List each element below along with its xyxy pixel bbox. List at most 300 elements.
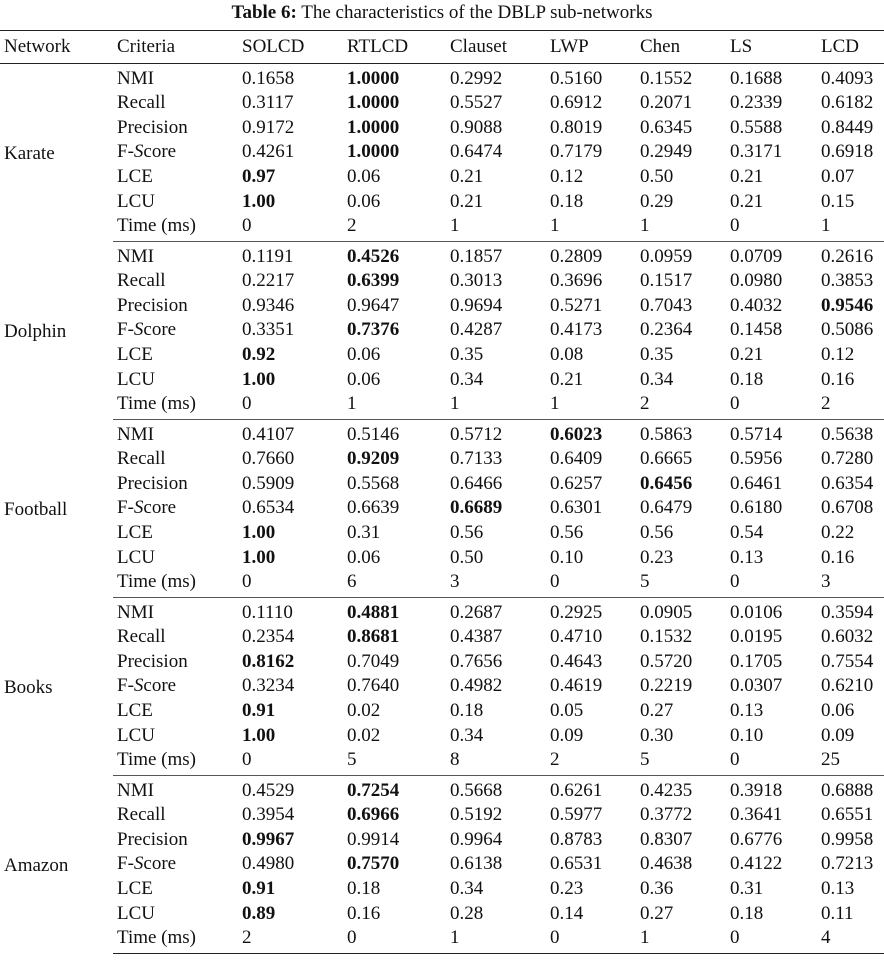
value-cell: 0.05 [550,699,584,721]
criteria-label [113,521,238,546]
value-cell: 0.4387 [450,626,503,648]
value-cell: 0.2339 [730,92,783,114]
value-cell: 0.9958 [821,828,874,850]
table-row [0,545,884,570]
value-cell: 0.27 [640,699,674,721]
value-cell: 0.02 [347,724,381,746]
criteria-text: NMI [117,68,154,89]
criteria-label [113,803,238,828]
value-cell: 0 [238,570,343,598]
header-row [0,31,884,64]
value-cell: 3 [446,570,546,598]
value-cell: 0.1688 [730,68,783,89]
value-cell: 0.21 [730,166,764,188]
value-cell: 0.7133 [450,448,503,470]
value-cell: 0.18 [450,699,484,721]
table-row [0,521,884,546]
criteria-text: Time (ms) [117,570,197,592]
criteria-label [113,214,238,242]
table-row [0,748,884,776]
value-cell: 0 [726,748,817,776]
criteria-label [113,269,238,294]
criteria-label [113,597,238,625]
value-cell: 0.6689 [450,497,503,519]
value-cell: 3 [817,570,884,598]
criteria-text: Recall [117,804,166,826]
criteria-text: Time (ms) [117,748,197,770]
network-group-amazon [0,775,884,953]
value-cell: 0.07 [821,166,855,188]
value-cell: 0.0106 [730,601,783,623]
value-cell: 0.08 [550,344,584,366]
criteria-label [113,901,238,926]
value-cell: 0.8307 [640,828,693,850]
value-cell: 0.9546 [821,294,874,316]
criteria-label [113,926,238,954]
value-cell: 0.18 [730,368,764,390]
value-cell: 5 [636,748,726,776]
value-cell: 0.13 [821,877,855,899]
header-lcd: LCD [817,31,884,64]
criteria-text: LCU [117,368,155,390]
value-cell: 0.1458 [730,319,783,341]
value-cell: 0.7179 [550,141,603,163]
network-name: Books [4,676,53,698]
criteria-text-italic: S [133,675,144,697]
value-cell: 0.6918 [821,141,874,163]
value-cell: 0.0709 [730,245,783,267]
value-cell: 0.30 [640,724,674,746]
table-caption [0,2,884,24]
value-cell: 0.09 [821,724,855,746]
criteria-label [113,699,238,724]
value-cell: 0.1658 [242,68,295,89]
value-cell: 0.4261 [242,141,295,163]
value-cell: 1.0000 [347,92,400,114]
value-cell: 0.34 [640,368,674,390]
value-cell: 0.6301 [550,497,603,519]
value-cell: 0.18 [730,902,764,924]
value-cell: 0.3696 [550,270,603,292]
value-cell: 0.06 [347,344,381,366]
header-chen: Chen [636,31,726,64]
value-cell: 0.4287 [450,319,503,341]
value-cell: 1 [546,214,636,242]
value-cell: 0.4122 [730,853,783,875]
criteria-text: Recall [117,448,166,470]
value-cell: 0.18 [550,190,584,212]
value-cell: 0.50 [640,166,674,188]
criteria-text-rest: core [143,853,177,875]
table-row [0,570,884,598]
value-cell: 0.3954 [242,804,295,826]
value-cell: 5 [343,748,446,776]
value-cell: 0.21 [730,190,764,212]
value-cell: 0.5588 [730,116,783,138]
value-cell: 0.3853 [821,270,874,292]
value-cell: 0.8783 [550,828,603,850]
value-cell: 0.4093 [821,68,874,89]
value-cell: 0.5086 [821,319,874,341]
value-cell: 0.5271 [550,294,603,316]
value-cell: 0.5956 [730,448,783,470]
value-cell: 0.5977 [550,804,603,826]
criteria-label [113,496,238,521]
value-cell: 0.3117 [242,92,294,114]
criteria-label [113,748,238,776]
value-cell: 1 [636,926,726,954]
value-cell: 0.6912 [550,92,603,114]
value-cell: 0 [238,214,343,242]
value-cell: 0.7254 [347,779,400,801]
results-table [0,30,884,954]
value-cell: 0.6261 [550,779,603,801]
value-cell: 0.9647 [347,294,400,316]
value-cell: 0.9964 [450,828,503,850]
value-cell: 0.2364 [640,319,693,341]
criteria-text: NMI [117,423,154,445]
value-cell: 0 [238,748,343,776]
value-cell: 0.3351 [242,319,295,341]
value-cell: 2 [636,392,726,420]
value-cell: 0.0905 [640,601,693,623]
value-cell: 0.4638 [640,853,693,875]
criteria-text: Time (ms) [117,214,197,236]
value-cell: 5 [636,570,726,598]
value-cell: 0.7554 [821,650,874,672]
value-cell: 0.4881 [347,601,400,623]
criteria-text: Time (ms) [117,392,197,414]
value-cell: 0.6776 [730,828,783,850]
table-row [0,926,884,954]
value-cell: 1 [817,214,884,242]
value-cell: 0.6456 [640,472,693,494]
value-cell: 0.6032 [821,626,874,648]
table-row [0,775,884,803]
value-cell: 0.7640 [347,675,400,697]
value-cell: 0.09 [550,724,584,746]
criteria-text: LCU [117,546,155,568]
table-row [0,189,884,214]
criteria-label [113,827,238,852]
network-group-dolphin [0,241,884,419]
criteria-label [113,318,238,343]
value-cell: 0.6665 [640,448,693,470]
criteria-label [113,852,238,877]
table-row [0,472,884,497]
value-cell: 0.9172 [242,116,295,138]
value-cell: 0.2992 [450,68,503,89]
header-network: Network [0,31,113,64]
value-cell: 0.2071 [640,92,693,114]
value-cell: 0.5668 [450,779,503,801]
criteria-label [113,775,238,803]
value-cell: 0 [726,392,817,420]
caption-text: The characteristics of the DBLP sub-networks [296,2,653,23]
value-cell: 0.6966 [347,804,400,826]
network-name: Football [4,498,68,520]
table-row [0,723,884,748]
value-cell: 0.13 [730,699,764,721]
table-row [0,116,884,141]
value-cell: 0.6466 [450,472,503,494]
value-cell: 0.6531 [550,853,603,875]
value-cell: 0.34 [450,877,484,899]
value-cell: 0.91 [242,877,276,899]
value-cell: 0.34 [450,724,484,746]
criteria-text-rest: core [143,675,177,697]
value-cell: 0.1532 [640,626,693,648]
value-cell: 0.21 [450,190,484,212]
table-row [0,625,884,650]
value-cell: 1 [546,392,636,420]
value-cell: 0.12 [550,166,584,188]
value-cell: 0.10 [730,724,764,746]
value-cell: 0.5714 [730,423,783,445]
value-cell: 0.7656 [450,650,503,672]
value-cell: 2 [238,926,343,954]
value-cell: 1 [446,926,546,954]
header-ls: LS [726,31,817,64]
value-cell: 0.10 [550,546,584,568]
value-cell: 0.23 [550,877,584,899]
value-cell: 0.35 [450,344,484,366]
value-cell: 0.3171 [730,141,783,163]
value-cell: 0.9914 [347,828,400,850]
criteria-label [113,447,238,472]
value-cell: 0 [238,392,343,420]
value-cell: 0.3013 [450,270,503,292]
network-name: Amazon [4,854,69,876]
value-cell: 0.5712 [450,423,503,445]
criteria-label [113,570,238,598]
value-cell: 0.0959 [640,245,693,267]
value-cell: 0.4173 [550,319,603,341]
value-cell: 0.12 [821,344,855,366]
value-cell: 0.16 [347,902,381,924]
value-cell: 0.97 [242,166,276,188]
table-row [0,901,884,926]
value-cell: 0.6708 [821,497,874,519]
criteria-text: LCE [117,522,153,544]
value-cell: 0.5909 [242,472,295,494]
criteria-label [113,367,238,392]
criteria-text: NMI [117,245,154,267]
value-cell: 0.4529 [242,779,295,801]
value-cell: 0.92 [242,344,276,366]
value-cell: 0.21 [550,368,584,390]
table-row [0,214,884,242]
value-cell: 0.5160 [550,68,603,89]
value-cell: 0.56 [450,522,484,544]
value-cell: 0.06 [821,699,855,721]
value-cell: 0.9209 [347,448,400,470]
criteria-label [113,91,238,116]
criteria-text-rest: core [143,141,177,163]
criteria-label [113,116,238,141]
value-cell: 0.14 [550,902,584,924]
table-row [0,367,884,392]
value-cell: 0.4235 [640,779,693,801]
value-cell: 0.6888 [821,779,874,801]
value-cell: 0.8162 [242,650,295,672]
criteria-text: LCE [117,344,153,366]
value-cell: 2 [817,392,884,420]
value-cell: 0.6551 [821,804,874,826]
value-cell: 1.0000 [347,68,400,89]
value-cell: 1.00 [242,546,276,568]
value-cell: 0.2217 [242,270,295,292]
value-cell: 0.02 [347,699,381,721]
value-cell: 0.3641 [730,804,783,826]
value-cell: 0.56 [640,522,674,544]
criteria-text-rest: core [143,497,177,519]
table-row [0,803,884,828]
value-cell: 0.0307 [730,675,783,697]
value-cell: 0.31 [730,877,764,899]
value-cell: 0.91 [242,699,276,721]
value-cell: 0.2925 [550,601,603,623]
criteria-label [113,472,238,497]
value-cell: 1.0000 [347,116,400,138]
value-cell: 0.2687 [450,601,503,623]
criteria-label [113,723,238,748]
criteria-text: Precision [117,472,188,494]
value-cell: 0.1705 [730,650,783,672]
value-cell: 0.2949 [640,141,693,163]
criteria-text: LCE [117,699,153,721]
criteria-label [113,140,238,165]
value-cell: 0.7570 [347,853,400,875]
criteria-label [113,64,238,92]
value-cell: 0.9088 [450,116,503,138]
value-cell: 2 [546,748,636,776]
header-clauset: Clauset [446,31,546,64]
value-cell: 0.54 [730,522,764,544]
criteria-text: Precision [117,116,188,138]
network-group-books [0,597,884,775]
value-cell: 0.4980 [242,853,295,875]
value-cell: 0.5863 [640,423,693,445]
value-cell: 1.00 [242,724,276,746]
table-row [0,852,884,877]
criteria-text: LCU [117,902,155,924]
table-row [0,597,884,625]
value-cell: 0.34 [450,368,484,390]
value-cell: 0.16 [821,546,855,568]
header-rtlcd: RTLCD [343,31,446,64]
value-cell: 0.21 [450,166,484,188]
criteria-text-italic: S [133,141,144,163]
value-cell: 0.9967 [242,828,295,850]
value-cell: 0 [546,926,636,954]
value-cell: 1 [446,214,546,242]
value-cell: 0.23 [640,546,674,568]
table-row [0,269,884,294]
value-cell: 0.2219 [640,675,693,697]
value-cell: 0.1552 [640,68,693,89]
value-cell: 0.21 [730,344,764,366]
value-cell: 0.6023 [550,423,603,445]
value-cell: 25 [817,748,884,776]
table-row [0,419,884,447]
value-cell: 0.22 [821,522,855,544]
criteria-text: NMI [117,779,154,801]
value-cell: 0.4619 [550,675,603,697]
criteria-text-italic: S [133,319,144,341]
value-cell: 0.6479 [640,497,693,519]
value-cell: 0.1110 [242,601,293,623]
criteria-text-italic: S [133,853,144,875]
value-cell: 0.6461 [730,472,783,494]
criteria-text: Time (ms) [117,926,197,948]
value-cell: 0.56 [550,522,584,544]
value-cell: 0 [726,570,817,598]
criteria-text: LCU [117,190,155,212]
criteria-label [113,650,238,675]
table-row [0,165,884,190]
criteria-text: Precision [117,650,188,672]
value-cell: 0.3594 [821,601,874,623]
value-cell: 0.06 [347,368,381,390]
value-cell: 0.6138 [450,853,503,875]
table-row [0,447,884,472]
value-cell: 0.0195 [730,626,783,648]
value-cell: 0.3918 [730,779,783,801]
criteria-text-rest: core [143,319,177,341]
value-cell: 1 [446,392,546,420]
value-cell: 0.27 [640,902,674,924]
criteria-label [113,877,238,902]
table-row [0,674,884,699]
value-cell: 0 [726,926,817,954]
criteria-label [113,419,238,447]
value-cell: 0.4526 [347,245,400,267]
value-cell: 0.8019 [550,116,603,138]
value-cell: 0.3234 [242,675,295,697]
value-cell: 0.1517 [640,270,693,292]
value-cell: 0 [343,926,446,954]
value-cell: 0.5146 [347,423,400,445]
value-cell: 0.28 [450,902,484,924]
value-cell: 0.6257 [550,472,603,494]
value-cell: 0.0980 [730,270,783,292]
value-cell: 0.16 [821,368,855,390]
value-cell: 4 [817,926,884,954]
value-cell: 0.6639 [347,497,400,519]
value-cell: 0.5192 [450,804,503,826]
value-cell: 0.5568 [347,472,400,494]
table-row [0,392,884,420]
table-row [0,699,884,724]
network-group-football [0,419,884,597]
criteria-label [113,165,238,190]
caption-label: Table 6: [231,2,297,23]
value-cell: 0.8449 [821,116,874,138]
criteria-text: F- [117,497,134,519]
table-row [0,877,884,902]
value-cell: 0.4032 [730,294,783,316]
criteria-text: LCE [117,877,153,899]
criteria-label [113,625,238,650]
value-cell: 0.6474 [450,141,503,163]
value-cell: 0.06 [347,546,381,568]
value-cell: 1.00 [242,522,276,544]
criteria-label [113,343,238,368]
criteria-text: Recall [117,270,166,292]
criteria-text: LCU [117,724,155,746]
value-cell: 0.6399 [347,270,400,292]
